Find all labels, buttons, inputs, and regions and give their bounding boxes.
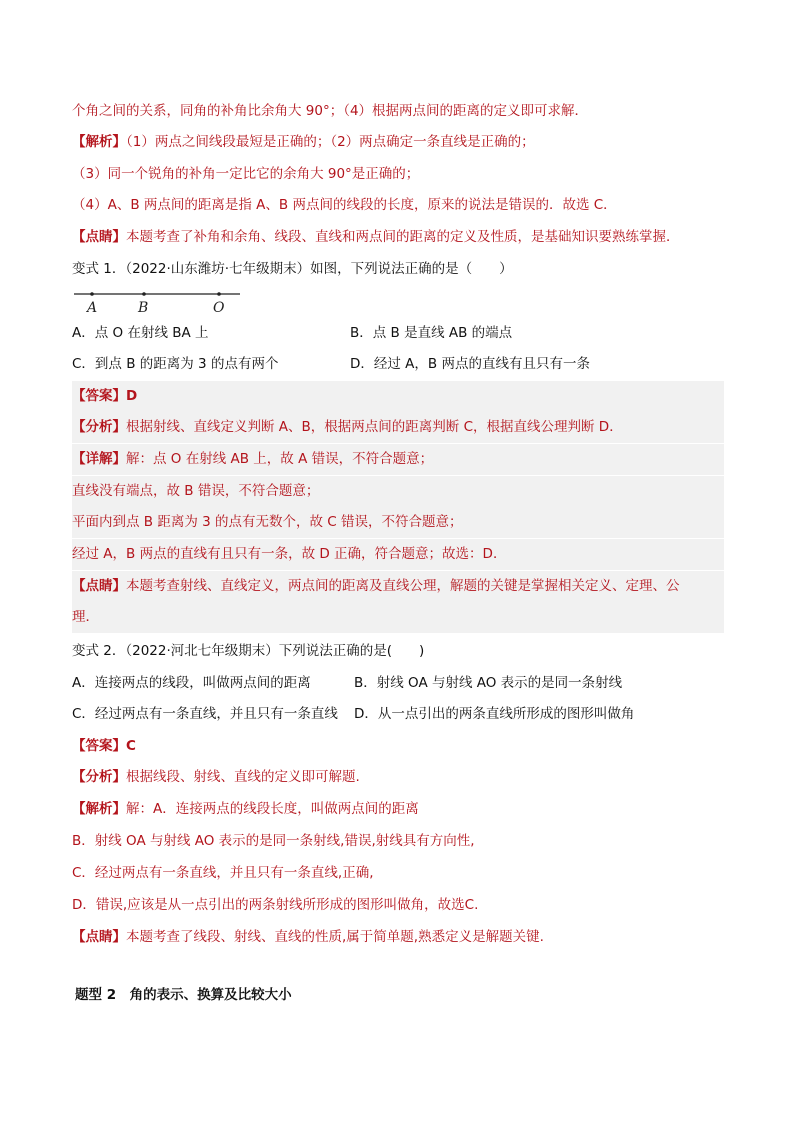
parse-text: 解：A．连接两点的线段长度，叫做两点间的距离 [126, 801, 419, 817]
options-row [72, 699, 724, 730]
section-tag: 【解析】 [72, 134, 126, 150]
comment-line: 理． [72, 602, 724, 633]
text-line-body: 本题考查了补角和余角、线段、直线和两点间的距离的定义及性质，是基础知识要熟练掌握． [126, 229, 680, 245]
text-line: （4）A、B 两点间的距离是指 A、B 两点间的线段的长度，原来的说法是错误的．故选 C． [72, 197, 617, 213]
text-line-body: （1）两点之间线段最短是正确的；（2）两点确定一条直线是正确的； [126, 134, 535, 150]
option-b: B．射线 OA 与射线 AO 表示的是同一条射线 [354, 675, 623, 691]
parse-line: B．射线 OA 与射线 AO 表示的是同一条射线,错误,射线具有方向性, [72, 833, 475, 849]
analysis-line [72, 412, 724, 443]
point-o-label: O [213, 300, 225, 314]
detail-line: 平面内到点 B 距离为 3 的点有无数个，故 C 错误，不符合题意； [72, 507, 724, 538]
options-row [72, 349, 724, 380]
detail-line: 直线没有端点，故 B 错误，不符合题意； [72, 476, 724, 507]
comment-line [72, 922, 724, 953]
analysis-text: 根据射线、直线定义判断 A、B，根据两点间的距离判断 C，根据直线公理判断 D． [126, 419, 623, 435]
text-line: （3）同一个锐角的补角一定比它的余角大 90°是正确的； [72, 166, 420, 182]
comment-line [72, 571, 724, 602]
option-d: D．经过 A，B 两点的直线有且只有一条 [350, 356, 590, 372]
answer-value: C [126, 738, 136, 754]
options-row [72, 668, 724, 699]
comment-tag: 【点睛】 [72, 929, 126, 945]
options-row [72, 318, 724, 349]
question-title: 变式 2．（2022·河北七年级期末）下列说法正确的是( ) [72, 643, 425, 659]
comment-text: 本题考查射线、直线定义，两点间的距离及直线公理，解题的关键是掌握相关定义、定理、公 [126, 578, 680, 594]
text-line: 个角之间的关系，同角的补角比余角大 90°；（4）根据两点间的距离的定义即可求解． [72, 103, 589, 119]
analysis-tag: 【分析】 [72, 769, 126, 785]
option-d: D．从一点引出的两条直线所形成的图形叫做角 [354, 706, 635, 722]
answer-tag: 【答案】 [72, 738, 126, 754]
parse-line: C．经过两点有一条直线，并且只有一条直线,正确, [72, 865, 374, 881]
option-a: A．连接两点的线段，叫做两点间的距离 [72, 675, 311, 691]
detail-line: 经过 A，B 两点的直线有且只有一条，故 D 正确，符合题意；故选：D． [72, 539, 724, 570]
point-a-dot [90, 292, 94, 296]
comment-tag: 【点睛】 [72, 578, 126, 594]
point-b-label: B [138, 300, 149, 314]
point-o-dot [217, 292, 221, 296]
section-heading: 题型 2 角的表示、换算及比较大小 [75, 987, 292, 1003]
point-b-dot [142, 292, 146, 296]
detail-text: 解：点 O 在射线 AB 上，故 A 错误，不符合题意； [126, 451, 434, 467]
parse-line [72, 794, 724, 825]
parse-tag: 【解析】 [72, 801, 126, 817]
section-tag: 【点睛】 [72, 229, 126, 245]
detail-tag: 【详解】 [72, 451, 126, 467]
parse-line: D．错误,应该是从一点引出的两条射线所形成的图形叫做角，故选C. [72, 897, 479, 913]
detail-line [72, 444, 724, 475]
analysis-tag: 【分析】 [72, 419, 126, 435]
analysis-text: 根据线段、射线、直线的定义即可解题. [126, 769, 360, 785]
comment-text: 本题考查了线段、射线、直线的性质,属于简单题,熟悉定义是解题关键. [126, 929, 544, 945]
answer-line [72, 381, 724, 412]
answer-line [72, 731, 724, 762]
analysis-line [72, 762, 724, 793]
option-a: A．点 O 在射线 BA 上 [72, 325, 209, 341]
answer-value: D [126, 388, 138, 404]
text-line [72, 222, 724, 253]
point-a-label: A [87, 300, 98, 314]
answer-tag: 【答案】 [72, 388, 126, 404]
option-b: B．点 B 是直线 AB 的端点 [350, 325, 513, 341]
ray-figure [72, 288, 242, 314]
text-line [72, 127, 724, 158]
option-c: C．经过两点有一条直线，并且只有一条直线 [72, 706, 338, 722]
question-title: 变式 1．（2022·山东潍坊·七年级期末）如图，下列说法正确的是（ ） [72, 261, 513, 277]
option-c: C．到点 B 的距离为 3 的点有两个 [72, 356, 279, 372]
